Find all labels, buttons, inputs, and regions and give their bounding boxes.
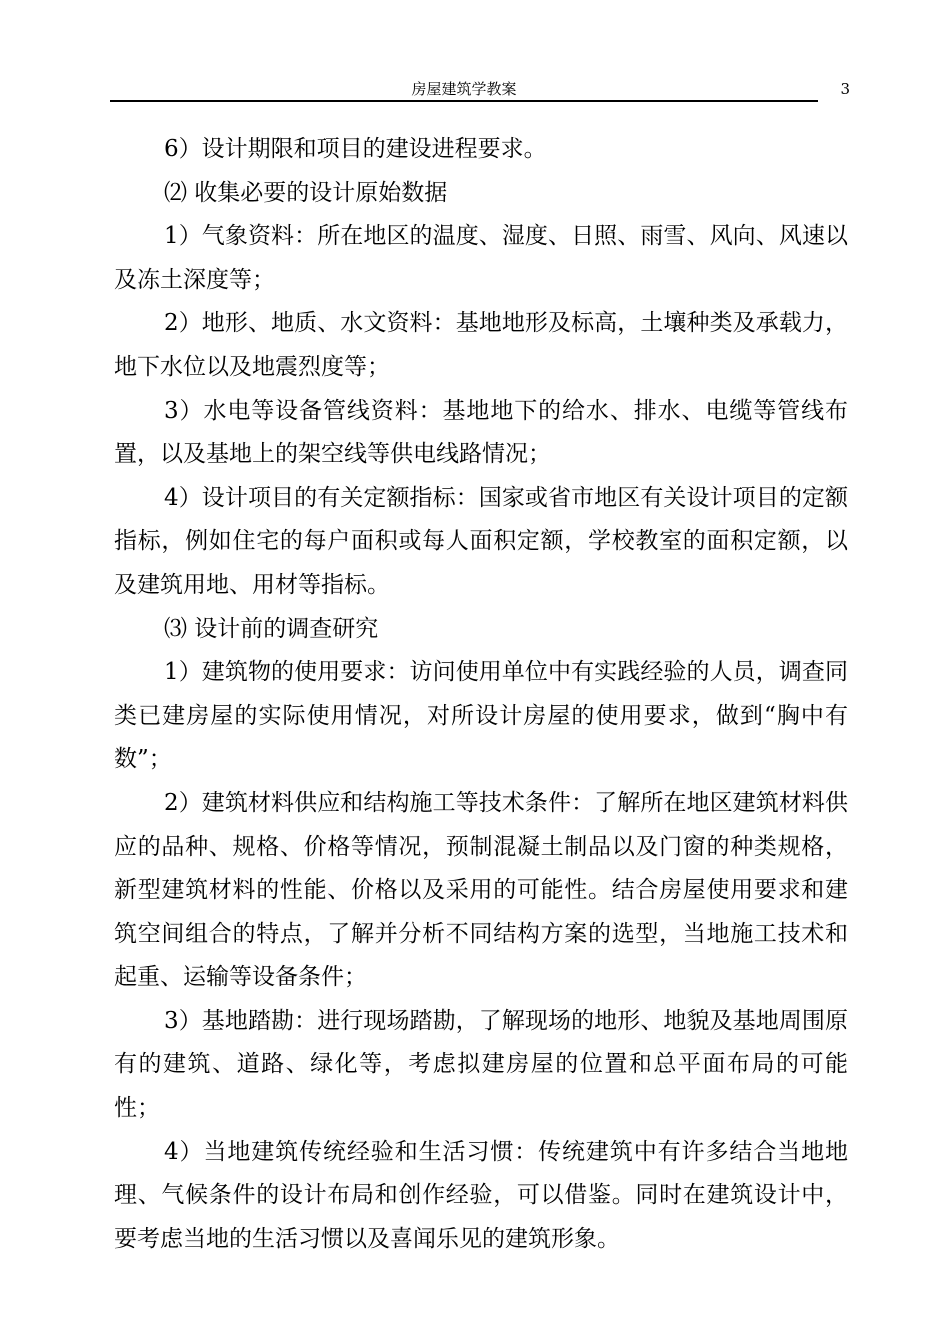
- paragraph-site-survey: 3）基地踏勘：进行现场踏勘，了解现场的地形、地貌及基地周围原有的建筑、道路、绿化等，考虑拟建房屋的位置和总平面布局的可能性；: [114, 1007, 848, 1122]
- paragraph-local-tradition: 4）当地建筑传统经验和生活习惯：传统建筑中有许多结合当地地理、气候条件的设计布局和创作经验，可以借鉴。同时在建筑设计中，要考虑当地的生活习惯以及喜闻乐见的建筑形象。: [114, 1138, 848, 1252]
- paragraph-design-deadline: 6）设计期限和项目的建设进程要求。: [164, 136, 547, 162]
- paragraph-climate-data: 1）气象资料：所在地区的温度、湿度、日照、雨雪、风向、风速以及冻土深度等；: [114, 223, 848, 293]
- paragraph-utilities-pipelines: 3）水电等设备管线资料：基地地下的给水、排水、电缆等管线布置，以及基地上的架空线等供电线路情况；: [114, 397, 848, 468]
- paragraph-materials-construction: 2）建筑材料供应和结构施工等技术条件：了解所在地区建筑材料供应的品种、规格、价格等情况，预制混凝土制品以及门窗的种类规格，新型建筑材料的性能、价格以及采用的可能性。结合房屋使用要求和建筑空间组合的特点，了解并分析不同结构方案的选型，当地施工技术和起重、运输等设备条件；: [114, 789, 848, 991]
- header-title: 房屋建筑学教案: [411, 80, 517, 98]
- header-divider: [110, 100, 818, 102]
- section-heading-collect-data: ⑵ 收集必要的设计原始数据: [164, 179, 448, 206]
- paragraph-terrain-geology: 2）地形、地质、水文资料：基地地形及标高，土壤种类及承载力，地下水位以及地震烈度等；: [114, 310, 848, 380]
- section-heading-pre-design-research: ⑶ 设计前的调查研究: [164, 615, 379, 642]
- page-body: [114, 128, 848, 1261]
- page-number: 3: [840, 80, 850, 98]
- page-header: [110, 78, 850, 102]
- paragraph-usage-requirements: 1）建筑物的使用要求：访问使用单位中有实践经验的人员，调查同类已建房屋的实际使用情况，对所设计房屋的使用要求，做到“胸中有数”；: [114, 659, 848, 773]
- paragraph-quota-indicators: 4）设计项目的有关定额指标：国家或省市地区有关设计项目的定额指标，例如住宅的每户面积或每人面积定额，学校教室的面积定额，以及建筑用地、用材等指标。: [114, 484, 848, 598]
